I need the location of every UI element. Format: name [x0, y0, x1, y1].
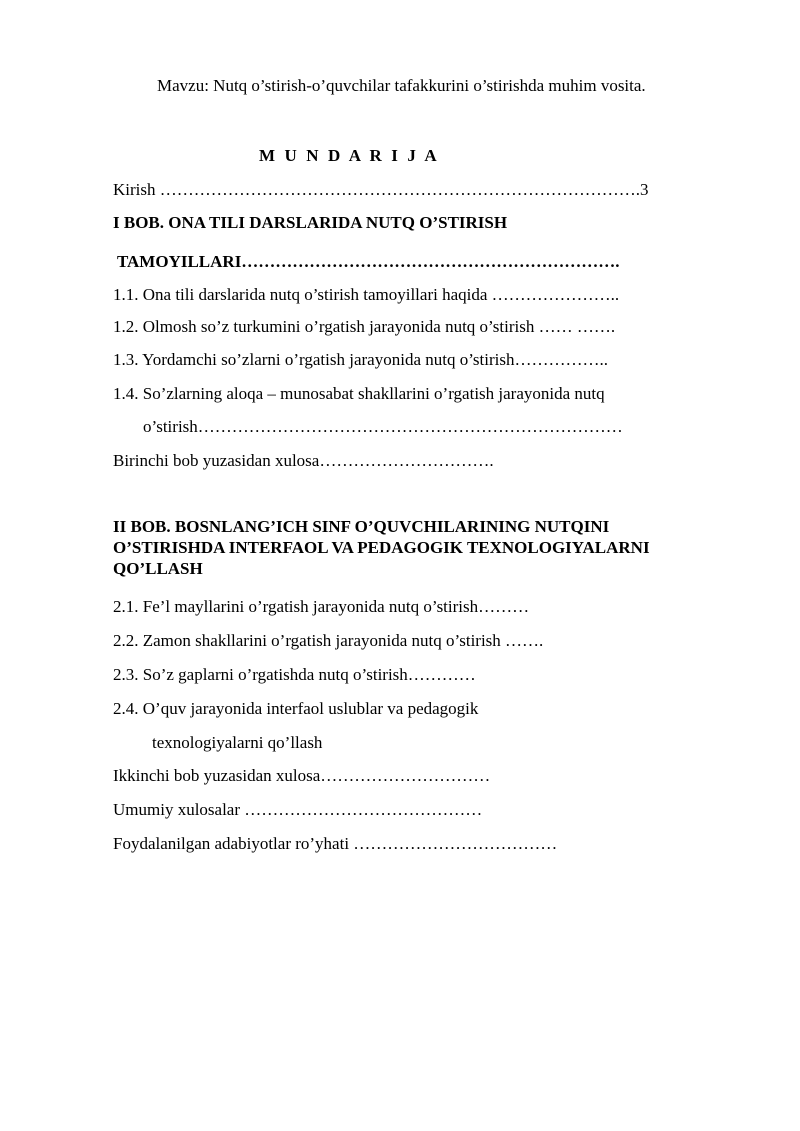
toc-entry-kirish: Kirish ………………………………………………………………………….3 — [113, 180, 649, 199]
toc-entry-1-4: 1.4. So’zlarning aloqa – munosabat shakllarini o’rgatish jarayonida nutq — [113, 384, 605, 403]
toc-entry-1-1: 1.1. Ona tili darslarida nutq o’stirish tamoyillari haqida ………………….. — [113, 285, 620, 304]
toc-entry-1-4-cont: o’stirish………………………………………………………………… — [143, 417, 623, 436]
toc-chapter-2-title — [113, 516, 753, 579]
topic-line: Mavzu: Nutq o’stirish-o’quvchilar tafakkurini o’stirishda muhim vosita. — [157, 76, 646, 95]
toc-entry-1-2: 1.2. Olmosh so’z turkumini o’rgatish jarayonida nutq o’stirish …… ……. — [113, 317, 616, 336]
toc-entry-2-1: 2.1. Fe’l mayllarini o’rgatish jarayonida nutq o’stirish……… — [113, 597, 530, 616]
toc-entry-2-2: 2.2. Zamon shakllarini o’rgatish jarayonida nutq o’stirish ……. — [113, 631, 544, 650]
toc-chapter-2-title-line: QO’LLASH — [113, 559, 203, 578]
toc-entry-2-4-cont: texnologiyalarni qo’llash — [152, 733, 323, 752]
contents-heading: M U N D A R I J A — [259, 146, 440, 165]
toc-entry-references: Foydalanilgan adabiyotlar ro’yhati ……………………………… — [113, 834, 558, 853]
toc-chapter-2-title-line: II BOB. BOSNLANG’ICH SINF O’QUVCHILARINING NUTQINI — [113, 517, 610, 536]
toc-chapter-1-title-cont: TAMOYILLARI…………………………………………………………. — [113, 252, 620, 271]
toc-entry-general-conclusions: Umumiy xulosalar …………………………………… — [113, 800, 483, 819]
toc-entry-2-3: 2.3. So’z gaplarni o’rgatishda nutq o’stirish………… — [113, 665, 476, 684]
toc-chapter-1-title: I BOB. ONA TILI DARSLARIDA NUTQ O’STIRISH — [113, 213, 508, 232]
toc-entry-chapter-2-summary: Ikkinchi bob yuzasidan xulosa………………………… — [113, 766, 491, 785]
toc-entry-1-3: 1.3. Yordamchi so’zlarni o’rgatish jarayonida nutq o’stirish…………….. — [113, 350, 608, 369]
toc-chapter-2-title-line: O’STIRISHDA INTERFAOL VA PEDAGOGIK TEXNOLOGIYALARNI — [113, 538, 650, 557]
toc-entry-chapter-1-summary: Birinchi bob yuzasidan xulosa…………………………. — [113, 451, 494, 470]
toc-entry-2-4: 2.4. O’quv jarayonida interfaol uslublar va pedagogik — [113, 699, 479, 718]
